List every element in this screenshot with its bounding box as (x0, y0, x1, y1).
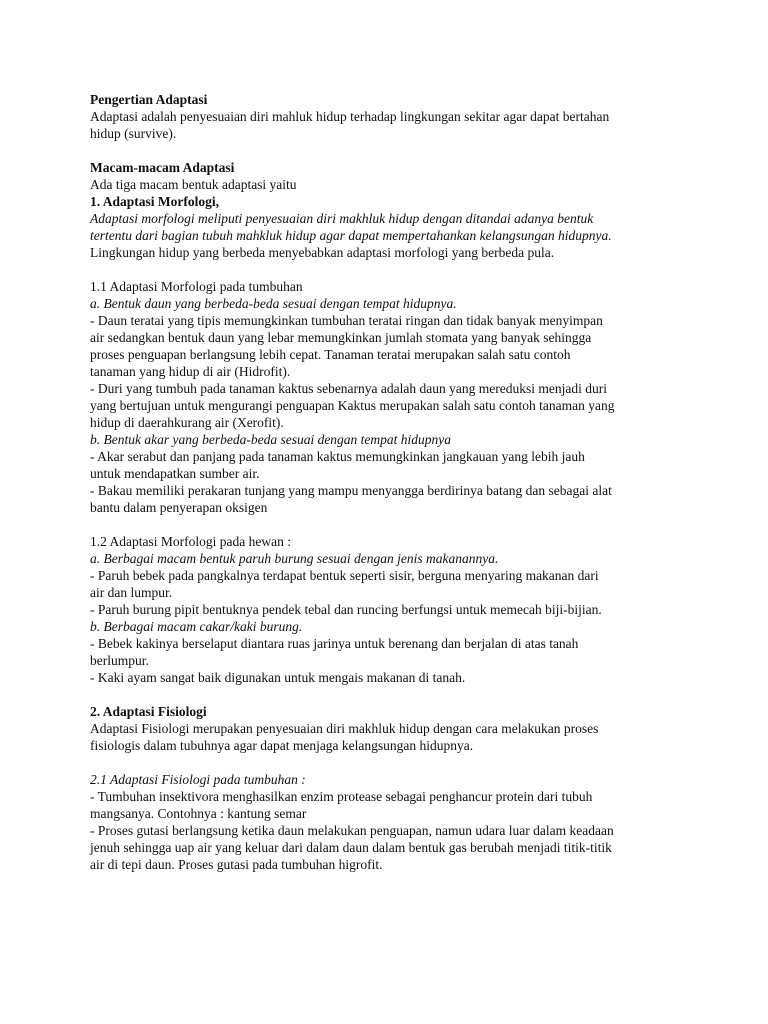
text-line: proses penguapan berlangsung lebih cepat. Tanaman teratai merupakan salah satu contoh (90, 347, 571, 362)
text-line: Lingkungan hidup yang berbeda menyebabkan adaptasi morfologi yang berbeda pula. (90, 245, 555, 260)
italic-text-line: a. Bentuk daun yang berbeda-beda sesuai dengan tempat hidupnya. (90, 296, 457, 311)
text-line: Ada tiga macam bentuk adaptasi yaitu (90, 177, 297, 192)
paragraph-spacer (90, 686, 690, 703)
text-line: jenuh sehingga uap air yang keluar dari dalam daun dalam bentuk gas berubah menjadi titik-titik (90, 840, 612, 855)
paragraph-spacer (90, 516, 690, 533)
italic-text-line: a. Berbagai macam bentuk paruh burung sesuai dengan jenis makanannya. (90, 551, 499, 566)
section-heading: 1. Adaptasi Morfologi, (90, 194, 220, 209)
italic-text-line: b. Bentuk akar yang berbeda-beda sesuai dengan tempat hidupnya (90, 432, 452, 447)
text-line: berlumpur. (90, 653, 149, 668)
text-line: Adaptasi Fisiologi merupakan penyesuaian diri makhluk hidup dengan cara melakukan proses (90, 721, 599, 736)
text-line: mangsanya. Contohnya : kantung semar (90, 806, 307, 821)
text-line: - Bebek kakinya berselaput diantara ruas jarinya untuk berenang dan berjalan di atas tanah (90, 636, 579, 651)
paragraph-spacer (90, 261, 690, 278)
section-heading: Macam-macam Adaptasi (90, 160, 235, 175)
text-line: - Paruh bebek pada pangkalnya terdapat bentuk seperti sisir, berguna menyaring makanan dari (90, 568, 599, 583)
text-line: air dan lumpur. (90, 585, 173, 600)
italic-text-line: b. Berbagai macam cakar/kaki burung. (90, 619, 303, 634)
section-heading: 2. Adaptasi Fisiologi (90, 704, 207, 719)
text-line: - Bakau memiliki perakaran tunjang yang mampu menyangga berdirinya batang dan sebagai alat (90, 483, 612, 498)
italic-text-line: tertentu dari bagian tubuh mahkluk hidup agar dapat mempertahankan kelangsungan hidupnya. (90, 228, 612, 243)
text-line: - Paruh burung pipit bentuknya pendek tebal dan runcing berfungsi untuk memecah biji-bijian. (90, 602, 602, 617)
text-line: - Akar serabut dan panjang pada tanaman kaktus memungkinkan jangkauan yang lebih jauh (90, 449, 585, 464)
text-line: Adaptasi adalah penyesuaian diri mahluk hidup terhadap lingkungan sekitar agar dapat bertahan (90, 109, 610, 124)
text-line: fisiologis dalam tubuhnya agar dapat menjaga kelangsungan hidupnya. (90, 738, 474, 753)
text-line: - Daun teratai yang tipis memungkinkan tumbuhan teratai ringan dan tidak banyak menyimpan (90, 313, 603, 328)
text-line: air di tepi daun. Proses gutasi pada tumbuhan higrofit. (90, 857, 383, 872)
text-line: 1.1 Adaptasi Morfologi pada tumbuhan (90, 279, 303, 294)
text-line: 1.2 Adaptasi Morfologi pada hewan : (90, 534, 291, 549)
section-heading: Pengertian Adaptasi (90, 92, 208, 107)
italic-text-line: 2.1 Adaptasi Fisiologi pada tumbuhan : (90, 772, 306, 787)
text-line: - Proses gutasi berlangsung ketika daun melakukan penguapan, namun udara luar dalam keadaan (90, 823, 614, 838)
text-line: - Duri yang tumbuh pada tanaman kaktus sebenarnya adalah daun yang mereduksi menjadi duri (90, 381, 607, 396)
text-line: yang bertujuan untuk mengurangi penguapan Kaktus merupakan salah satu contoh tanaman yang (90, 398, 615, 413)
text-line: - Tumbuhan insektivora menghasilkan enzim protease sebagai penghancur protein dari tubuh (90, 789, 593, 804)
document-body (90, 91, 690, 873)
paragraph-spacer (90, 142, 690, 159)
text-line: tanaman yang hidup di air (Hidrofit). (90, 364, 291, 379)
text-line: air sedangkan bentuk daun yang lebar memungkinkan jumlah stomata yang banyak sehingga (90, 330, 592, 345)
text-line: hidup (survive). (90, 126, 177, 141)
paragraph-spacer (90, 754, 690, 771)
text-line: bantu dalam penyerapan oksigen (90, 500, 268, 515)
text-line: hidup di daerahkurang air (Xerofit). (90, 415, 284, 430)
italic-text-line: Adaptasi morfologi meliputi penyesuaian diri makhluk hidup dengan ditandai adanya bentuk (90, 211, 594, 226)
text-line: untuk mendapatkan sumber air. (90, 466, 260, 481)
text-line: - Kaki ayam sangat baik digunakan untuk mengais makanan di tanah. (90, 670, 466, 685)
